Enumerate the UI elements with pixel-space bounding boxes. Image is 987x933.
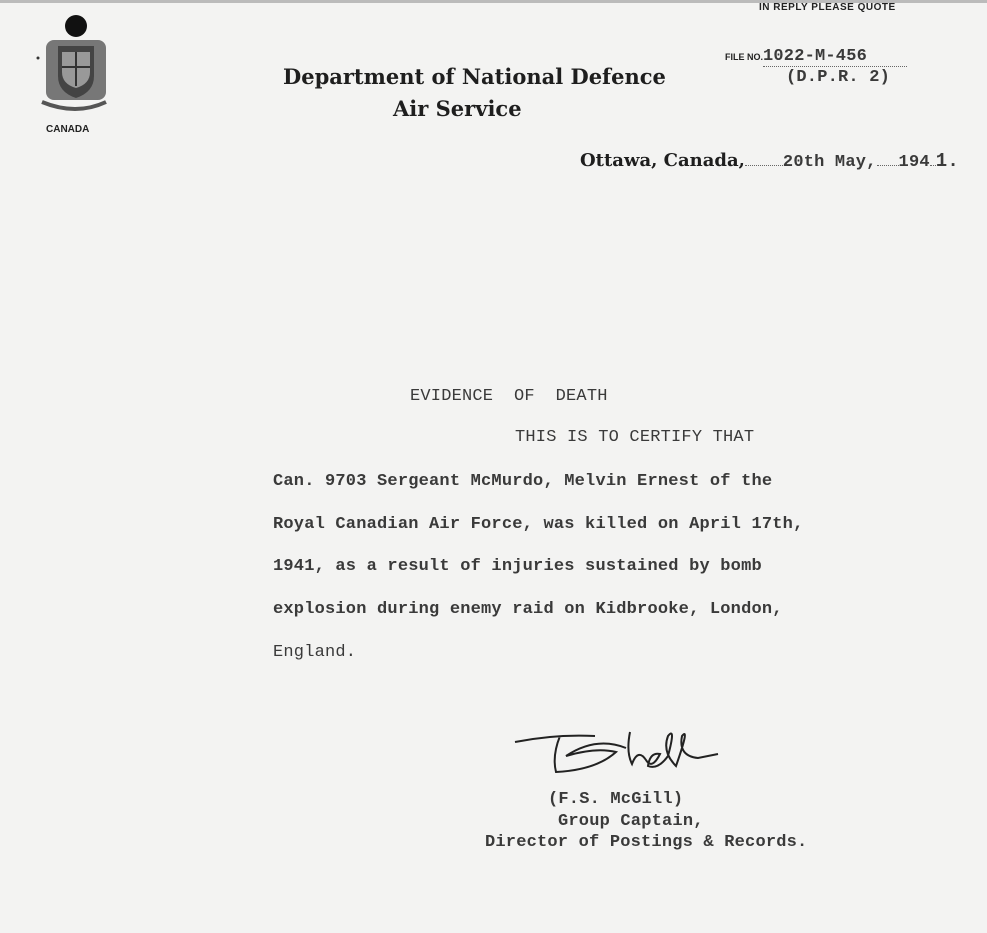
- document-title: EVIDENCE OF DEATH: [410, 387, 608, 406]
- body-line: England.: [273, 643, 357, 662]
- date-line: [580, 150, 959, 172]
- body-line: Royal Canadian Air Force, was killed on April 17th,: [273, 515, 804, 534]
- country-label: CANADA: [46, 124, 90, 135]
- reply-note: IN REPLY PLEASE QUOTE: [759, 2, 896, 13]
- department-title: Department of National Defence: [283, 64, 666, 89]
- signatory-rank: Group Captain,: [558, 812, 704, 831]
- signatory-title: Director of Postings & Records.: [485, 833, 808, 852]
- date-day-month: 20th May,: [782, 153, 877, 172]
- file-sub: (D.P.R. 2): [786, 68, 891, 87]
- file-label: FILE NO.: [725, 52, 763, 62]
- file-number: 1022-M-456: [763, 47, 907, 67]
- signature: [510, 722, 740, 787]
- file-number-line: [725, 47, 907, 67]
- signatory-name: (F.S. McGill): [548, 790, 684, 809]
- year-suffix: 1.: [935, 150, 959, 172]
- body-line: explosion during enemy raid on Kidbrooke, London,: [273, 600, 783, 619]
- coat-of-arms-icon: [36, 12, 108, 122]
- body-line: 1941, as a result of injuries sustained by bomb: [273, 557, 762, 576]
- certify-line: THIS IS TO CERTIFY THAT: [515, 428, 755, 447]
- place: Ottawa, Canada,: [580, 150, 745, 171]
- service-title: Air Service: [393, 96, 522, 121]
- year-prefix: 194: [898, 153, 930, 172]
- body-line: Can. 9703 Sergeant McMurdo, Melvin Ernest of the: [273, 472, 773, 491]
